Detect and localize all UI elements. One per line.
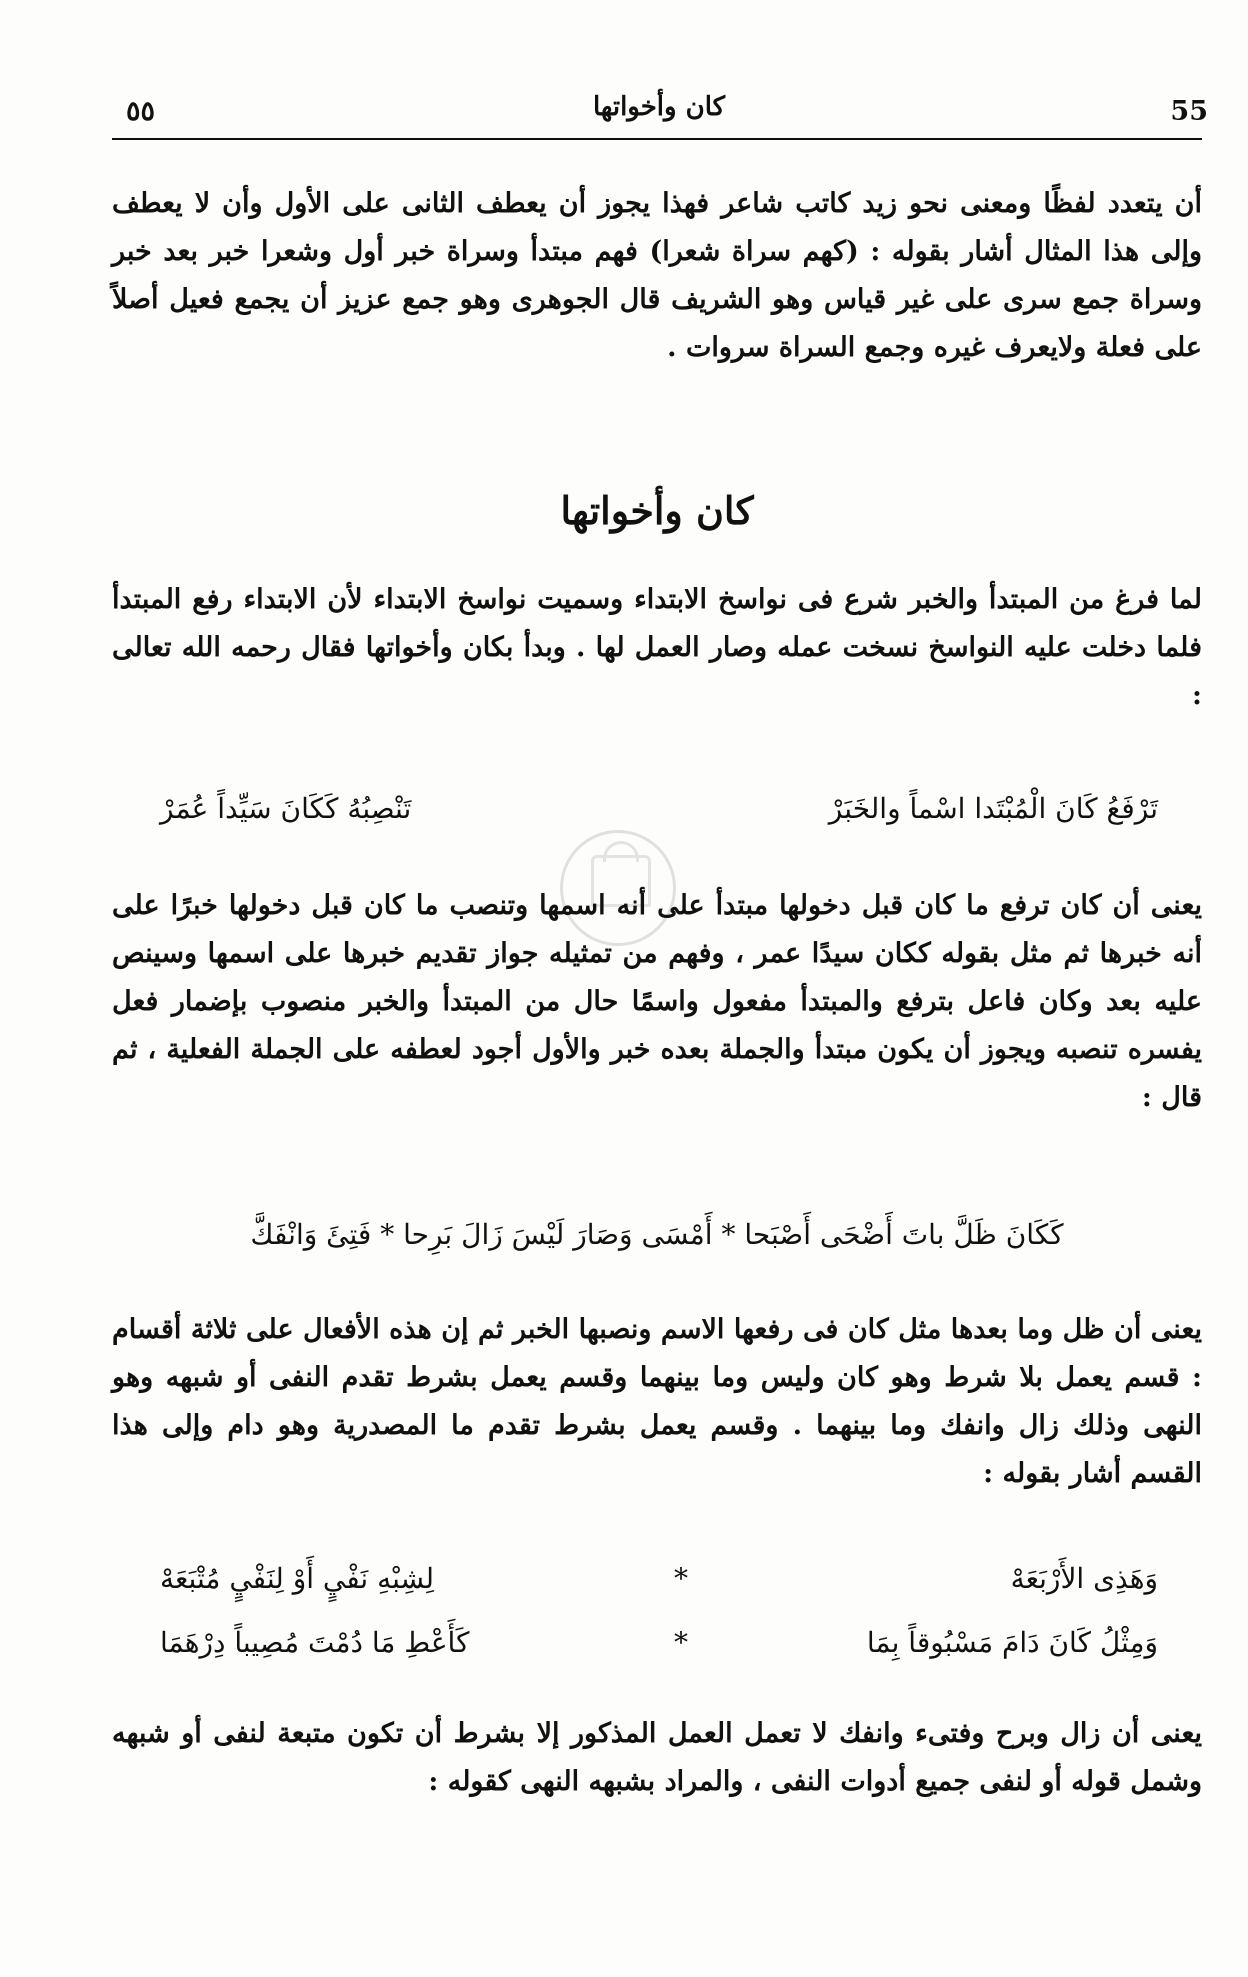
- verse-3-separator: *: [674, 1562, 688, 1595]
- section-title: كان وأخواتها: [560, 488, 754, 533]
- paragraph-3-text: يعنى أن كان ترفع ما كان قبل دخولها مبتدأ على أنه اسمها وتنصب ما كان قبل دخولها خبرًا على أنه خبرها ثم مثل بقوله ككان سيدًا عمر ، وفهم من تمثيله جواز تقديم خبرها على اسمها وسينص عليه بعد وكان فاعل بترفع والمبتدأ مفعول واسمًا حال من المبتدأ والخبر منصوب بإضمار فعل يفسره تنصبه ويجوز أن يكون مبتدأ والجملة بعده خبر والأول أجود لعطفه على الجملة الفعلية ، ثم قال :: [112, 890, 1202, 1113]
- paragraph-5: [112, 1710, 1202, 1806]
- page-header: [110, 92, 1208, 132]
- paragraph-4: [112, 1306, 1202, 1498]
- paragraph-2: [112, 576, 1202, 720]
- verse-1-first-hemistich: تَرْفَعُ كَانَ الْمُبْتَدا اسْماً والخَبَرْ: [828, 792, 1158, 825]
- running-title: كان وأخواتها: [592, 92, 726, 122]
- verse-1: [160, 792, 1158, 840]
- header-rule: [112, 138, 1202, 140]
- verse-3-first-hemistich: وَهَذِى الأَرْبَعَهْ: [1010, 1562, 1158, 1595]
- verse-4: [160, 1626, 1158, 1674]
- paragraph-2-text: لما فرغ من المبتدأ والخبر شرع فى نواسخ الابتداء وسميت نواسخ الابتداء لأن الابتداء رفع المبتدأ فلما دخلت عليه النواسخ نسخت عمله وصار العمل لها . وبدأ بكان وأخواتها فقال رحمه الله تعالى :: [112, 584, 1202, 711]
- verse-2: [112, 1218, 1202, 1266]
- paragraph-3: [112, 882, 1202, 1122]
- paragraph-1-text: أن يتعدد لفظًا ومعنى نحو زيد كاتب شاعر فهذا يجوز أن يعطف الثانى على الأول وأن لا يعطف وإلى هذا المثال أشار بقوله : (كهم سراة شعرا) فهم مبتدأ وسراة خبر أول وشعرا خبر بعد خبر وسراة جمع سرى على غير قياس وهو الشريف قال الجوهرى وهو جمع عزيز أن يجمع فعيل أصلاً على فعلة ولايعرف غيره وجمع السراة سروات .: [112, 188, 1202, 363]
- paragraph-5-text: يعنى أن زال وبرح وفتىء وانفك لا تعمل العمل المذكور إلا بشرط أن تكون متبعة لنفى أو شبهه وشمل قوله أو لنفى جميع أدوات النفى ، والمراد بشبهه النهى كقوله :: [112, 1718, 1202, 1797]
- paragraph-4-text: يعنى أن ظل وما بعدها مثل كان فى رفعها الاسم ونصبها الخبر ثم إن هذه الأفعال على ثلاثة أقسام : قسم يعمل بلا شرط وهو كان وليس وما بينهما وقسم يعمل بشرط تقدم النفى أو شبهه وهو النهى وذلك زال وانفك وما بينهما . وقسم يعمل بشرط تقدم ما المصدرية وهو دام وإلى هذا القسم أشار بقوله :: [112, 1314, 1202, 1489]
- verse-3: [160, 1562, 1158, 1610]
- paragraph-1: [112, 180, 1202, 372]
- verse-2-text: كَكَانَ ظَلَّ باتَ أَضْحَى أَصْبَحا * أَمْسَى وَصَارَ لَيْسَ زَالَ بَرِحا * فَتِئَ وَانْفَكَّ: [250, 1218, 1064, 1251]
- page-number-latin: 55: [1170, 96, 1208, 127]
- verse-1-second-hemistich: تَنْصِبُهُ كَكَانَ سَيِّداً عُمَرْ: [160, 792, 412, 825]
- verse-3-second-hemistich: لِشِبْهِ نَفْيٍ أَوْ لِنَفْيٍ مُتْبَعَهْ: [160, 1562, 435, 1595]
- verse-4-second-hemistich: كَأَعْطِ مَا دُمْتَ مُصِيباً دِرْهَمَا: [160, 1626, 470, 1659]
- verse-4-separator: *: [674, 1626, 688, 1659]
- page-number-arabic: ٥٥: [126, 96, 156, 127]
- verse-4-first-hemistich: وَمِثْلُ كَانَ دَامَ مَسْبُوقاً بِمَا: [866, 1626, 1158, 1659]
